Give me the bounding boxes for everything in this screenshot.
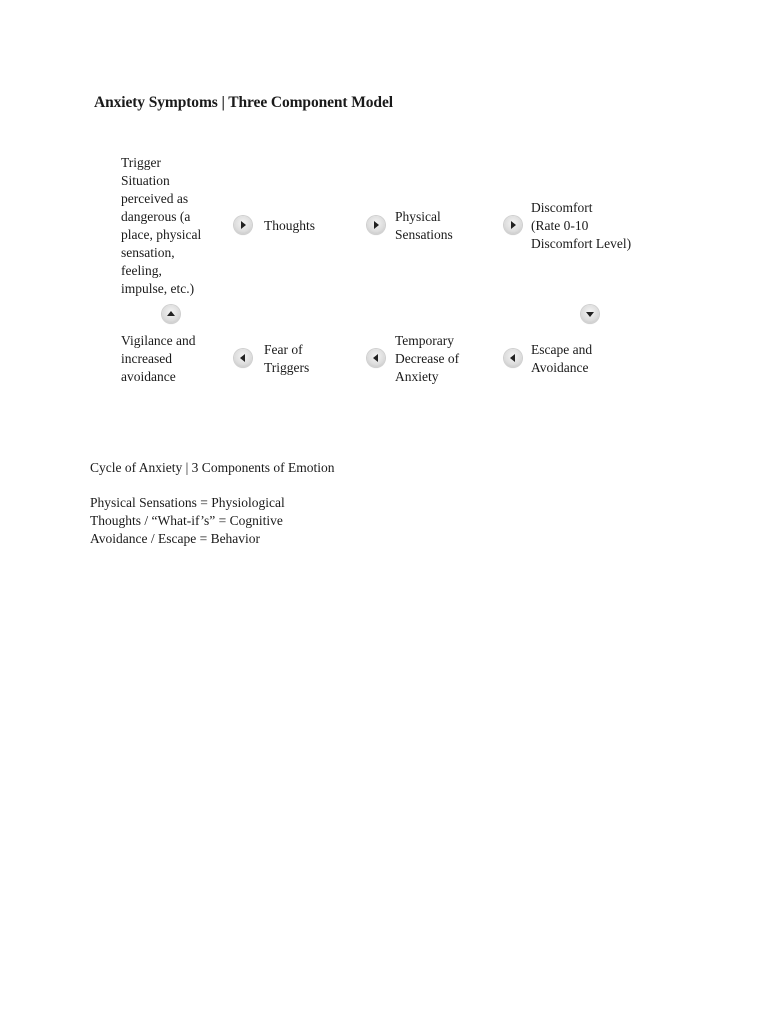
node-line: dangerous (a bbox=[121, 209, 191, 224]
left-arrow-icon bbox=[234, 349, 252, 367]
node-line: Discomfort Level) bbox=[531, 236, 632, 251]
node-line: feeling, bbox=[121, 263, 162, 278]
node-vigilance bbox=[121, 332, 196, 386]
page-title: Anxiety Symptoms | Three Component Model bbox=[94, 94, 393, 111]
node-line: Sensations bbox=[395, 227, 453, 242]
node-line: Temporary bbox=[395, 333, 455, 348]
node-line: Avoidance bbox=[531, 360, 589, 375]
notes-list bbox=[90, 494, 285, 548]
node-line: place, physical bbox=[121, 227, 202, 242]
notes-heading: Cycle of Anxiety | 3 Components of Emotion bbox=[90, 460, 335, 475]
node-fear-of-triggers bbox=[264, 341, 309, 377]
left-arrow-icon bbox=[504, 349, 522, 367]
node-line: Situation bbox=[121, 173, 170, 188]
notes-line: Avoidance / Escape = Behavior bbox=[90, 531, 261, 546]
node-line: sensation, bbox=[121, 245, 175, 260]
left-arrow-icon bbox=[367, 349, 385, 367]
node-temporary-decrease bbox=[395, 332, 459, 386]
notes-line: Physical Sensations = Physiological bbox=[90, 495, 285, 510]
node-discomfort bbox=[531, 199, 631, 253]
node-line: Escape and bbox=[531, 342, 593, 357]
node-line: (Rate 0-10 bbox=[531, 218, 589, 233]
node-line: Trigger bbox=[121, 155, 162, 170]
node-line: Physical bbox=[395, 209, 441, 224]
up-arrow-icon bbox=[162, 305, 180, 323]
node-thoughts bbox=[264, 217, 315, 235]
node-line: Discomfort bbox=[531, 200, 593, 215]
node-line: Decrease of bbox=[395, 351, 460, 366]
node-line: impulse, etc.) bbox=[121, 281, 195, 296]
node-line: Thoughts bbox=[264, 218, 316, 233]
node-line: Triggers bbox=[264, 360, 310, 375]
notes-line: Thoughts / “What-if’s” = Cognitive bbox=[90, 513, 283, 528]
node-line: Fear of bbox=[264, 342, 303, 357]
down-arrow-icon bbox=[581, 305, 599, 323]
right-arrow-icon bbox=[234, 216, 252, 234]
node-physical-sensations bbox=[395, 208, 453, 244]
node-line: increased bbox=[121, 351, 172, 366]
node-line: avoidance bbox=[121, 369, 176, 384]
node-escape-avoidance bbox=[531, 341, 592, 377]
node-line: Anxiety bbox=[395, 369, 439, 384]
node-line: perceived as bbox=[121, 191, 189, 206]
node-line: Vigilance and bbox=[121, 333, 196, 348]
node-trigger-situation bbox=[121, 154, 201, 298]
right-arrow-icon bbox=[504, 216, 522, 234]
right-arrow-icon bbox=[367, 216, 385, 234]
